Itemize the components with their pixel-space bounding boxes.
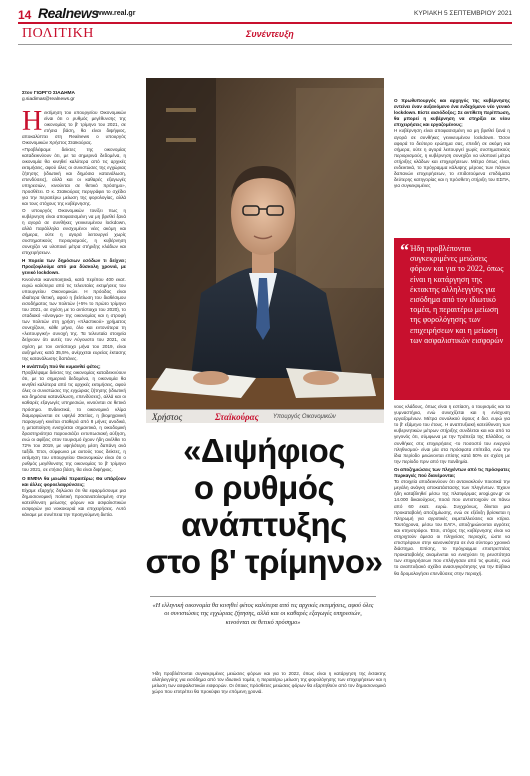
answer-paragraph: Είχαμε εξαρχής δηλώσει ότι θα εφαρμόσουμε μια δημοσιονομική πολιτική προσανατολισμένη στην κατεύθυνση μείωσης φόρων και ασφαλιστικών εισφορών για νοικοκυριά και επιχειρήσεις. Αυτό κάναμε με συνέπεια την προηγούμενη διετία. [22, 487, 126, 518]
pull-quote: «Η ελληνική οικονομία θα κινηθεί φέτος καλύτερα από τις αρχικές εκτιμήσεις, αφού όλες οι συνιστώσες της εγχώριας ζήτησης, αλλά και οι καθαρές εξαγωγές υπηρεσιών, κινούνται σε θετικό πρόσημο» [152, 602, 374, 626]
byline-author: Στον ΓΙΩΡΓΟ ΣΙΑΔΗΜΑ [22, 91, 75, 96]
masthead-real: Real [38, 5, 66, 21]
issue-date: ΚΥΡΙΑΚΗ 5 ΣΕΠΤΕΜΒΡΙΟΥ 2021 [414, 10, 512, 17]
caption-last-name: Σταϊκούρας [215, 412, 259, 422]
caption-role: Υπουργός Οικονομικών [273, 414, 336, 420]
intro-paragraph: εκτίμηση του υπουργείου Οικονομικών είναι ότι ο ρυθμός μεγέθυνσης της οικονομίας το β' τρίμηνο του 2021, σε ετήσια βάση, θα είναι διψήφιος, αποκαλύπτει στη Realnews ο υπουργός Οικονομικών Χρήστος Σταϊκούρας. [22, 110, 126, 146]
headline-line: ο ρυθμός [193, 469, 335, 506]
quote-mark-icon: “ [400, 240, 409, 260]
side-quote-text: Ήδη προβλέπονται συγκεκριμένες μειώσεις φόρων και για το 2022, όπως είναι η κατάργηση της έκτακτης αλληλεγγύης για εισόδημα από τον ιδιωτικό τομέα, η περαιτέρω μείωση της φορολόγησης των επιχειρήσεων και η μείωση των ασφαλιστικών εισφορών [410, 244, 504, 345]
headline-rule [150, 596, 376, 597]
rubric-label: Συνέντευξη [246, 29, 294, 39]
section-title: ΠΟΛΙΤΙΚΗ [22, 26, 94, 41]
question-heading: Ο ΕΝΦΙΑ θα μειωθεί περαιτέρω; Θα υπάρξουν και άλλες φοροελαφρύνσεις; [22, 475, 126, 487]
paragraph: «Προβλέψαμε δείκτες της οικονομίας καταδεικνύουν ότι, με τα σημερινά δεδομένα, η οικονομία θα κινηθεί καλύτερα από τις αρχικές εκτιμήσεις, αφού όλες οι συνιστώσες της εγχώριας ζήτησης (ιδιωτική και δημόσια κατανάλωση, επενδύσεις), αλλά και οι καθαρές εξαγωγές υπηρεσιών, κινούνται σε θετικό πρόσημο», προσθέτει. Ο κ. Σταϊκούρας περιγράφει το σχέδιο για την περαιτέρω μείωση της φορολογίας, αλλά και τους στόχους της κυβέρνησης. [22, 146, 126, 207]
drop-cap: Η [22, 110, 43, 137]
headline-line: στο β' τρίμηνο» [145, 543, 383, 580]
question-heading: Η ανάπτυξη πού θα κυμανθεί φέτος; [22, 363, 101, 369]
footer-paragraph: Ήδη προβλέπονται συγκεκριμένες μειώσεις φόρων και για το 2022, όπως είναι η κατάργηση της έκτακτης αλληλεγγύης για εισόδημα από τον ιδιωτικό τομέα, η περαιτέρω μείωση της φορολόγησης των επιχειρήσεων και η μείωση των ασφαλιστικών εισφορών. Οι όποιες πρόσθετες μειώσεις φόρων θα εξαρτηθούν από τον δημοσιονομικό χώρο που επιτρέπει θα προκύψει την επόμενη χρονιά. [152, 671, 386, 695]
article-column-left [22, 110, 126, 518]
header-rule [18, 22, 512, 24]
question-heading: Οι αποζημιώσεις των πληγέντων από τις πρόσφατες πυρκαγιές πού διανέμονται; [394, 466, 510, 479]
caption-first-name: Χρήστος [152, 412, 183, 422]
article-column-right [394, 96, 510, 189]
section-rule [18, 44, 512, 45]
headline [138, 432, 390, 580]
masthead-news: news [65, 5, 99, 21]
masthead-logo [38, 5, 99, 21]
byline-email: g.siadimas@realnews.gr [22, 97, 75, 102]
portrait-illustration [146, 78, 384, 418]
question-heading: Ο πρωθυπουργός και αρχηγός της κυβέρνησης εντείνει έναν αυξανόμενο ένα ενδεχόμενο νέο γενικό lockdown. Είστε αισιόδοξος; Σε αντίθετη περίπτωση, θα μπορεί η κυβέρνηση να στηρίξει εκ νέου επιχειρήσεις και εργαζομένους; [394, 98, 510, 128]
byline [22, 91, 137, 103]
answer-paragraph: νους κλάδους, όπως είναι η εστίαση, ο τουρισμός και τα γυμναστήρια, ενώ συνεχίζεται και η ενίσχυση εργαζομένων. Μέτρα συνολικού ύψους 4 δισ. ευρώ για το β' εξάμηνο του έτους. Η αναπτυξιακή κατεύθυνση των κυβερνητικών μέτρων στήριξης συνδέεται και και από τα γεγονός ότι, σύμφωνα με την Τράπεζα της Ελλάδος, οι συνθήκες στις επιχειρήσεις -το ποσοστό του ενεργού πληθυσμού- είναι μία στα πρόσφατα επίπεδα, ενώ την ίδια περίοδο μειώνονται επίσης κατά 50% σε σχέση με την περίοδο πριν από την πανδημία. [394, 404, 510, 464]
paragraph: Ο υπουργός Οικονομικών τονίζει πως η κυβέρνηση είναι αποφασισμένη να μη βρεθεί ξανά η αγορά σε συνθήκες γενικευμένου lockdown, αλλά παράλληλα ενισχυμένοι νέες ακόμη και σήμερα, ούτε η αγορά λειτουργεί χωρίς συστηματικούς περιορισμούς, η κυβέρνηση συνεχίζει να υλοποιεί μέτρα στήριξης κλάδων και επιχειρήσεων. [22, 207, 126, 256]
portrait-photo [146, 78, 384, 418]
answer-paragraph: Προβλέψαμε δείκτες της οικονομίας καταδεικνύουν ότι, με τα σημερινά δεδομένα, η οικονομία θα κινηθεί καλύτερα από τις αρχικές εκτιμήσεις, αφού όλες οι συνιστώσες της εγχώριας ζήτησης (ιδιωτική και δημόσια κατανάλωση, επενδύσεις), αλλά και οι καθαρές εξαγωγές υπηρεσιών, κινούνται σε θετικό πρόσημο. Ενδεικτικά, το οικονομικό κλίμα διαμορφώνεται σε υψηλό 20ετίας, η βιομηχανική παραγωγή κινείται σταθερά από 8 μήνες ανοδικά, η μεταποίηση ενισχύεται σημαντικά, η οικοδομική δραστηριότητα παρουσιάζει εντυπωσιακή αύξηση, ενώ οι αφίξεις στον τουρισμό έχουν ήδη ανέλθει το 72% του 2019, με υψηλότερη μέση δαπάνη ανά ταξίδι. Έτσι, σύμφωνα με αυτούς τους δείκτες, η εκτίμηση του υπουργείου Οικονομικών είναι ότι ο ρυθμός μεγέθυνσης της οικονομίας το β' τρίμηνο του 2021, σε ετήσια βάση, θα είναι διψήφιος. [22, 369, 126, 473]
page-number: 14 [18, 8, 32, 22]
question-heading: Η πορεία των δημόσιων εσόδων τι δείχνει; Προεξοφλούμε από μια δύσκολη χρονιά, με γενικό lockdown. [22, 258, 126, 276]
article-column-right-continued [394, 404, 510, 577]
headline-line: «Διψήφιος [183, 432, 345, 469]
answer-paragraph: Κινούνται ικανοποιητικά, κατά περίπου 400 εκατ. ευρώ καλύτερα από τις τελευταίες εκτιμήσεις του υπουργείου Οικονομικών. Η πρόοδος είναι ιδιαίτερα θετική, αφού η βελτίωση του διαθέσιμου εισοδήματος των πολιτών (+5% το πρώτο τρίμηνο του 2021, σε σχέση με το αντίστοιχο του 2020), το σταδιακό «άνοιγμα» της οικονομίας και η στροφή των πολιτών στη χρήση «πλαστικού» χρήματος συνεχίζουν, κάθε μήνα, όλο και εντονότερα τη «λειτουργική» συνοχή της. Τα τελευταία στοιχεία δείχνουν ότι αυτές τον Αύγουστο του 2021, σε σχέση με τον αντίστοιχο μήνα του 2019, είναι αυξημένες κατά 35,5%, ανέρχεται ευρείας έκτασης της κατανάλωσης δαπάνες. [22, 276, 126, 361]
answer-paragraph: Τα στοιχεία αποδεικνύουν ότι αντανακλούν ποιοτικά την μεγάλη ανάγκη αποκατάστασης των πληγέντων. Έχουν ήδη καταβληθεί μέσω της πλατφόρμας arogi.gov.gr σε 14.000 δικαιούχους, ποσά που αντιστοιχούν σε πάνω από 60 εκατ. ευρώ. Συγχρόνως, δίνεται μια προκαταβολή αποζημίωσης, ενώ σε εξέλιξη βρίσκεται η πληρωμή για αγροτικές εκμεταλλεύσεις και κτίρια. Ταυτόχρονα, μέσω του ΕΛΓΑ, αποζημιώνονται αγρότες και κτηνοτρόφοι. Έτσι, στόχος της κυβέρνησης είναι να στηριχτούν άμεσα οι πληγείσες περιοχές, ώστε να επιστρέψουν στην κανονικότητα σε ένα σύντομο χρονικό διάστημα. Επίσης, το πρόγραμμα επιστρεπτέας προκαταβολής αναμένεται να ενισχύσει τη ρευστότητα των επιχειρήσεων που επλήγησαν από τις φωτιές, ενώ το αναπτυξιακό σχέδιο ανασυγκρότησης για την Εύβοια θα δρομολογήσει επενδύσεις στην περιοχή. [394, 479, 510, 576]
headline-line: ανάπτυξης [181, 506, 347, 543]
site-url: www.real.gr [96, 10, 136, 17]
answer-paragraph: Η κυβέρνηση είναι αποφασισμένη να μη βρεθεί ξανά η αγορά σε συνθήκες γενικευμένου lockdown. Όσον αφορά το δεύτερο ερώτημα σας, επειδή σε ακόμη και σήμερα, ούτε η αγορά λειτουργεί χωρίς συστηματικούς περιορισμούς, η κυβέρνηση συνεχίζει να υλοποιεί μέτρα στήριξης κλάδων και επιχειρήσεων. Μέτρα όπως είναι, ενδεικτικά, το πρόγραμμα κάλυψης μέρους των πάγιων δαπανών επιχειρήσεων, το επιδοτούμενα επιδόματα δεύτερης κατηγορίας και η πρόσθετη στήριξη του ΕΣΠΑ, για συγκεκριμένες [394, 128, 510, 189]
